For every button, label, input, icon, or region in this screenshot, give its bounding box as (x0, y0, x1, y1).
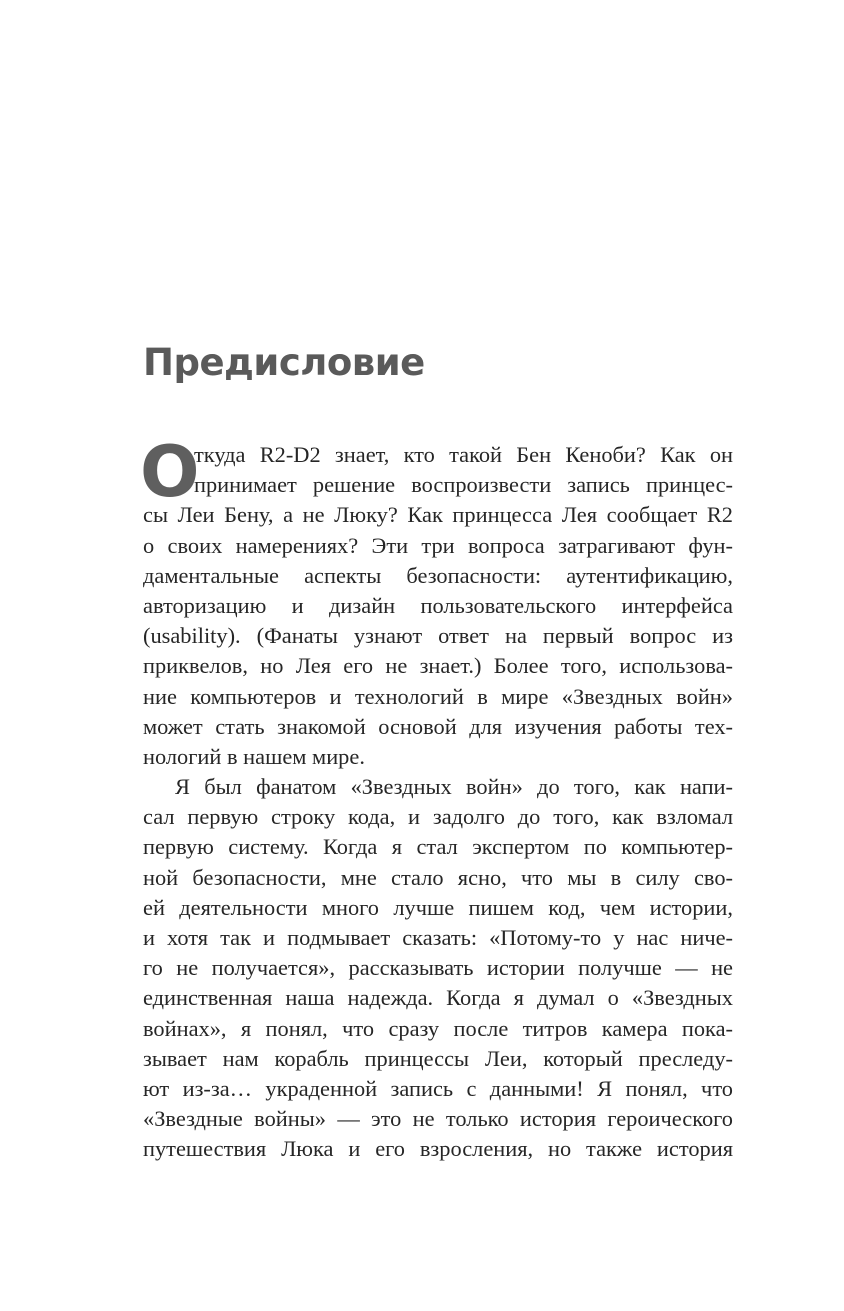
paragraph-1 (143, 440, 733, 772)
text-line: Я был фанатом «Звездных войн» до того, как напи- (175, 774, 733, 800)
text-line: ют из-за… украденной запись с данными! Я понял, что (143, 1075, 733, 1101)
text-line: первую систему. Когда я стал экспертом по компьютер- (143, 834, 733, 860)
text-line: может стать знакомой основой для изучения работы тех- (143, 713, 733, 739)
text-line: сал первую строку кода, и задолго до того, как взломал (143, 804, 733, 830)
text-line: даментальные аспекты безопасности: аутентификацию, (143, 562, 733, 588)
text-line: сы Леи Бену, а не Люку? Как принцесса Лея сообщает R2 (143, 502, 733, 528)
paragraph-2 (143, 772, 733, 1164)
text-line: единственная наша надежда. Когда я думал о «Звездных (143, 985, 733, 1011)
text-line: о своих намерениях? Эти три вопроса затрагивают фун- (143, 532, 733, 558)
text-line: ной безопасности, мне стало ясно, что мы в силу сво- (143, 864, 733, 890)
text-line: ние компьютеров и технологий в мире «Звездных войн» (143, 683, 733, 709)
text-line: ей деятельности много лучше пишем код, чем истории, (143, 894, 733, 920)
text-line: го не получается», рассказывать истории получше — не (143, 955, 733, 981)
text-line: «Звездные войны» — это не только история героического (143, 1106, 733, 1132)
text-line: (usability). (Фанаты узнают ответ на первый вопрос из (143, 623, 733, 649)
chapter-title: Предисловие (143, 341, 425, 384)
text-line: и хотя так и подмывает сказать: «Потому-то у нас ниче- (143, 925, 733, 950)
text-line: нологий в нашем мире. (143, 743, 365, 769)
drop-cap-letter: О (140, 431, 200, 513)
text-line: авторизацию и дизайн пользовательского интерфейса (143, 592, 733, 618)
text-line: войнах», я понял, что сразу после титров камера пока- (143, 1015, 733, 1041)
text-line: зывает нам корабль принцессы Леи, который преследу- (143, 1045, 733, 1071)
body-text (143, 440, 733, 1165)
text-line: приквелов, но Лея его не знает.) Более того, использова- (143, 653, 733, 679)
text-line: ткуда R2-D2 знает, кто такой Бен Кеноби? Как он (194, 442, 733, 467)
text-line: принимает решение воспроизвести запись принцес- (194, 472, 733, 498)
text-line: путешествия Люка и его взросления, но также история (143, 1136, 733, 1162)
